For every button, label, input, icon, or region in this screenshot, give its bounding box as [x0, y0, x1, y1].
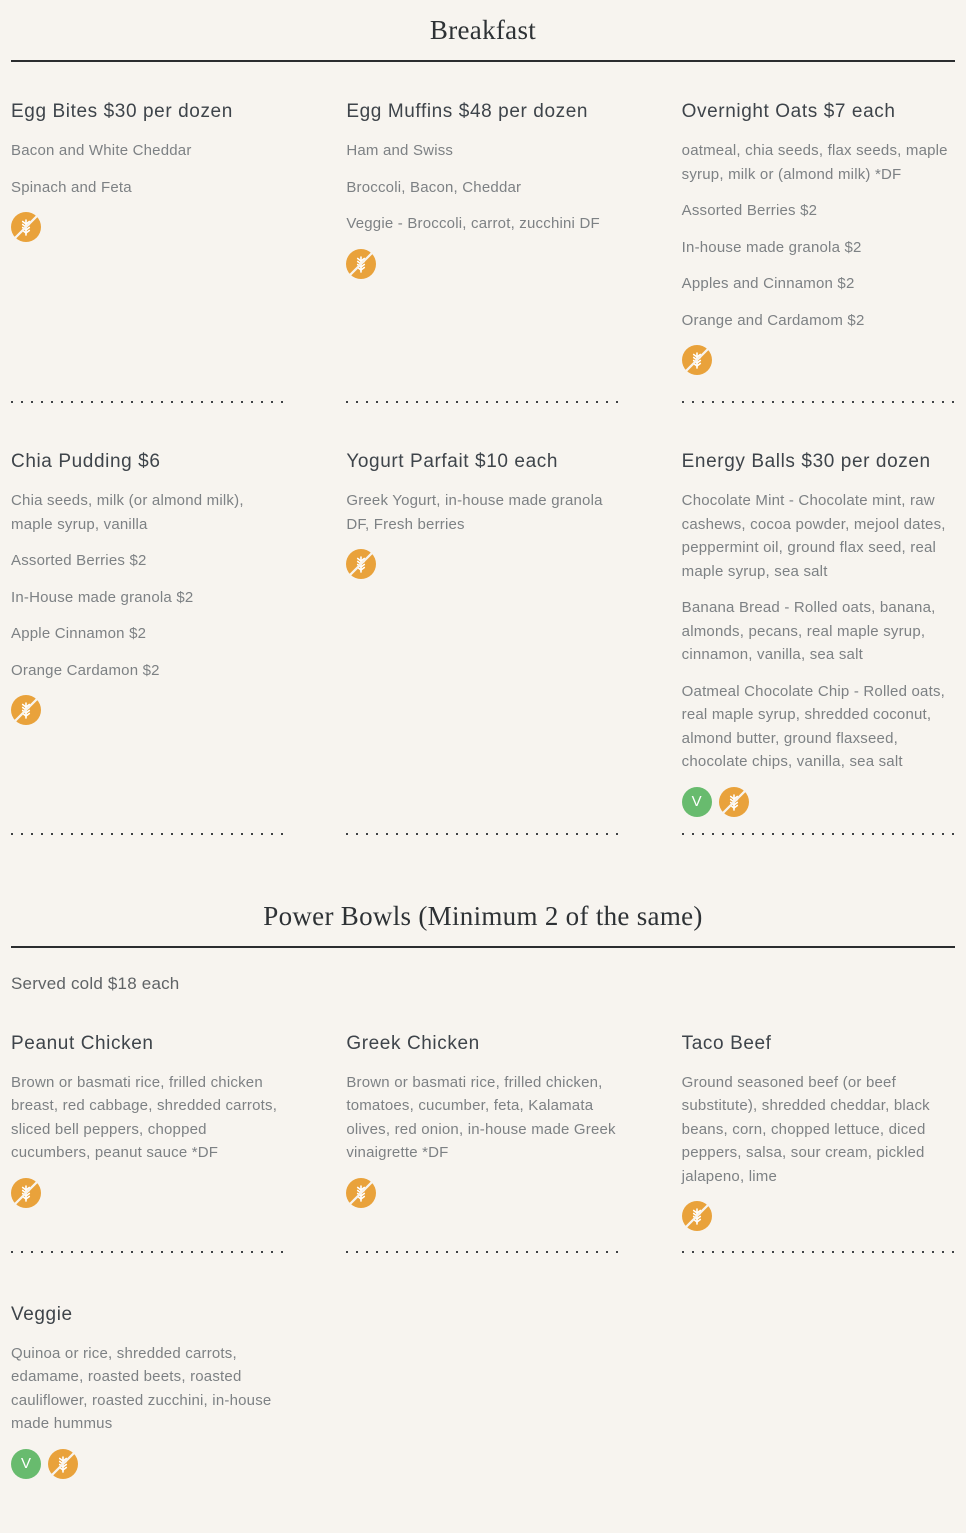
- gluten-free-icon: [48, 1449, 78, 1479]
- menu-item: [682, 100, 955, 375]
- section-divider: [11, 60, 955, 62]
- menu-item-title: Greek Chicken: [346, 1032, 480, 1054]
- menu-item-description: In-House made granola $2: [11, 588, 194, 606]
- dotted-separator-row: [11, 833, 955, 835]
- menu-item: [346, 1032, 619, 1208]
- dotted-separator-row: [11, 401, 955, 403]
- menu-item-description: Brown or basmati rice, frilled chicken, tomatoes, cucumber, feta, Kalamata olives, red onion, in-house made Greek vinaigrette *DF: [346, 1073, 616, 1161]
- dietary-icons: [11, 1449, 284, 1479]
- dietary-icons: [11, 1178, 284, 1208]
- section-subtitle: Served cold $18 each: [11, 973, 180, 993]
- dietary-icons: [11, 212, 284, 242]
- menu-item-description: Bacon and White Cheddar: [11, 142, 192, 159]
- menu-item-title: Overnight Oats $7 each: [681, 101, 896, 122]
- menu-item-title: Peanut Chicken: [11, 1032, 154, 1054]
- menu-row: [11, 100, 955, 385]
- menu-item-description: Broccoli, Bacon, Cheddar: [346, 178, 522, 196]
- dotted-separator: [682, 401, 955, 403]
- menu-item: [346, 100, 619, 279]
- menu-item: [11, 450, 284, 725]
- menu-item-title: Egg Muffins $48 per dozen: [346, 101, 589, 122]
- menu-item-title: Yogurt Parfait $10 each: [346, 451, 559, 472]
- gluten-free-icon: [682, 1201, 712, 1231]
- menu-item: [11, 1303, 284, 1479]
- gluten-free-icon: [11, 1178, 41, 1208]
- dotted-separator: [682, 833, 955, 835]
- section-divider: [11, 946, 955, 948]
- dotted-separator: [346, 833, 619, 835]
- menu-item-description: Banana Bread - Rolled oats, banana, almonds, pecans, real maple syrup, cinnamon, vanilla, sea salt: [681, 599, 936, 663]
- vegan-icon: [682, 787, 712, 817]
- dotted-separator: [346, 401, 619, 403]
- menu-item-description: Orange Cardamon $2: [11, 661, 160, 679]
- menu-item-title: Chia Pudding $6: [11, 451, 161, 472]
- menu-row: [11, 1032, 955, 1235]
- menu-section: [11, 898, 955, 1479]
- dotted-separator-row: [11, 1251, 955, 1253]
- menu-section: [11, 12, 955, 835]
- menu-item-description: Chocolate Mint - Chocolate mint, raw cashews, cocoa powder, mejool dates, peppermint oil, ground flax seed, real maple syrup, sea salt: [681, 492, 946, 580]
- section-title: Breakfast: [429, 15, 537, 45]
- dietary-icons: [682, 345, 955, 375]
- dietary-icons: [682, 787, 955, 817]
- menu-item-description: Quinoa or rice, shredded carrots, edamame, roasted beets, roasted cauliflower, roasted zucchini, in-house made hummus: [11, 1344, 272, 1432]
- menu-item-description: Chia seeds, milk (or almond milk), maple syrup, vanilla: [11, 492, 244, 533]
- gluten-free-icon: [11, 212, 41, 242]
- menu-item: [346, 450, 619, 579]
- gluten-free-icon: [719, 787, 749, 817]
- dietary-icons: [11, 695, 284, 725]
- gluten-free-icon: [682, 345, 712, 375]
- dotted-separator: [346, 1251, 619, 1253]
- vegan-icon: [11, 1449, 41, 1479]
- gluten-free-icon: [346, 249, 376, 279]
- menu-item-description: Greek Yogurt, in-house made granola DF, Fresh berries: [346, 492, 603, 533]
- dotted-separator: [682, 1251, 955, 1253]
- menu-item-description: Assorted Berries $2: [11, 552, 147, 569]
- menu-item-description: Orange and Cardamom $2: [681, 311, 865, 329]
- menu-item-description: Spinach and Feta: [11, 178, 132, 196]
- menu-item-description: Apples and Cinnamon $2: [681, 275, 855, 292]
- menu-item-title: Taco Beef: [681, 1032, 772, 1054]
- dietary-icons: [346, 249, 619, 279]
- menu-item-title: Veggie: [11, 1303, 73, 1325]
- dotted-separator: [11, 1251, 284, 1253]
- menu-row: [11, 1303, 955, 1479]
- menu-item: [11, 1032, 284, 1208]
- dietary-icons: [346, 1178, 619, 1208]
- menu-item-description: Ground seasoned beef (or beef substitute), shredded cheddar, black beans, corn, chopped lettuce, diced peppers, salsa, sour cream, pickled jalapeno, lime: [681, 1073, 930, 1185]
- gluten-free-icon: [346, 1178, 376, 1208]
- dotted-separator: [11, 401, 284, 403]
- menu-item: [11, 100, 284, 242]
- dietary-icons: [682, 1201, 955, 1231]
- menu-item: [682, 450, 955, 817]
- menu-item-description: Apple Cinnamon $2: [11, 625, 147, 642]
- menu-item-title: Energy Balls $30 per dozen: [681, 451, 931, 472]
- menu-item-description: oatmeal, chia seeds, flax seeds, maple syrup, milk or (almond milk) *DF: [681, 142, 948, 183]
- dotted-separator: [11, 833, 284, 835]
- menu-item-description: Ham and Swiss: [346, 142, 454, 159]
- menu-item-description: Brown or basmati rice, frilled chicken breast, red cabbage, shredded carrots, sliced bell peppers, chopped cucumbers, peanut sauce *DF: [11, 1073, 278, 1161]
- menu-item: [682, 1032, 955, 1232]
- dietary-icons: [346, 549, 619, 579]
- menu-item-description: In-house made granola $2: [681, 238, 862, 256]
- section-title: Power Bowls (Minimum 2 of the same): [263, 900, 703, 931]
- menu-item-description: Veggie - Broccoli, carrot, zucchini DF: [346, 215, 600, 232]
- gluten-free-icon: [346, 549, 376, 579]
- vegan-icon-letter: V: [20, 1455, 31, 1472]
- menu-item-title: Egg Bites $30 per dozen: [11, 101, 233, 122]
- gluten-free-icon: [11, 695, 41, 725]
- menu-item-description: Oatmeal Chocolate Chip - Rolled oats, real maple syrup, shredded coconut, almond butter, ground flaxseed, chocolate chips, vanilla, sea salt: [681, 682, 946, 770]
- menu-row: [11, 450, 955, 817]
- menu-item-description: Assorted Berries $2: [681, 202, 818, 219]
- vegan-icon-letter: V: [691, 793, 702, 810]
